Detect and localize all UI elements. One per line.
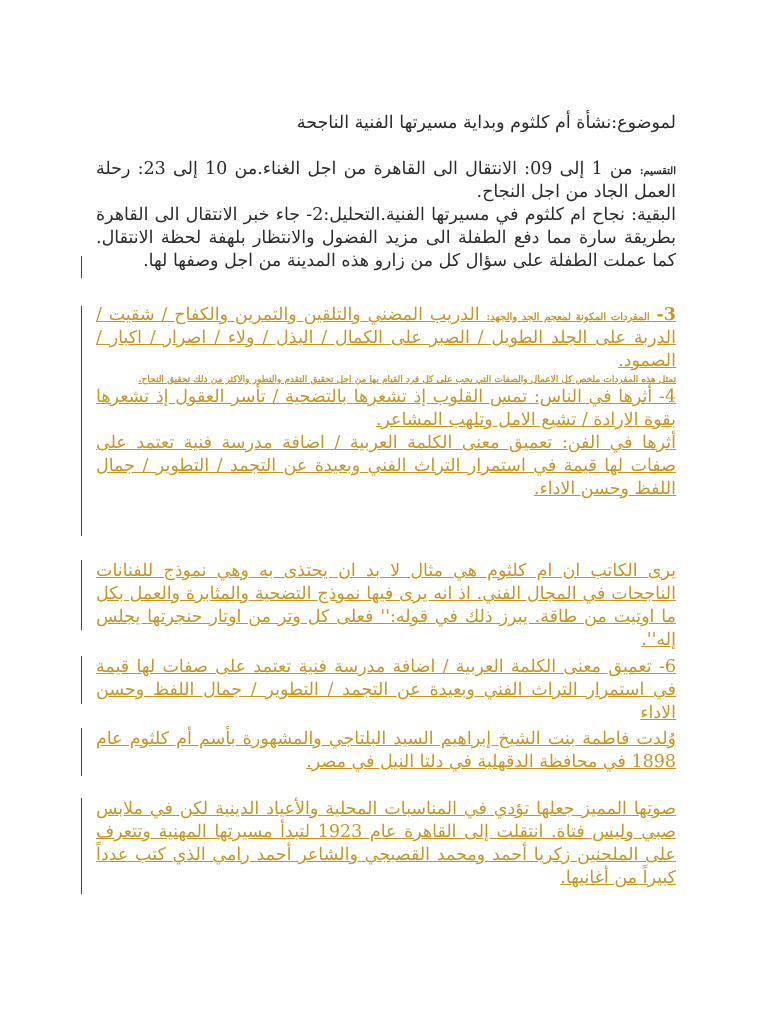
effects-art: أثرها في الفن: تعميق معنى الكلمة العربية / اضافة مدرسة فنية تعتمد على صفات لها قيمة في استمرار التراث الفني وبعيدة عن التجمد / التطوير / جمال اللفظ وحسن الاداء. [96,433,676,499]
point-6-section [96,656,676,725]
vocab-paragraph [96,304,676,373]
vocab-note: تمثل هذه المفردات ملخص كل الاعمال والصفات التي يجب على كل فرد القيام بها من اجل تحقيق التقدم والتطور والاكثر من ذلك تحقيق النجاح. [138,375,676,385]
change-bar [81,798,82,894]
voice-text: صوتها المميز جعلها تؤدي في المناسبات المحلية والأعياد الدينية لكن في ملابس صبي وليس فتاة. انتقلت إلى القاهرة عام 1923 لتبدأ مسيرتها المهنية وتتعرف على الملحنين زكريا أحمد ومحمد القصبجي والشاعر أحمد رامي الذي كتب عدداً كبيراً من أغانيها. [96,799,677,888]
birth-text: وُلدت فاطمة بنت الشيخ إبراهيم السيد البلتاجي والمشهورة بأسم أم كلثوم عام 1898 في محافظة الدقهلية في دلتا النيل في مصر. [96,729,676,772]
vocab-number: 3- [656,305,676,325]
writer-view-text: يرى الكاتب ان ام كلثوم هي مثال لا بد ان يحتذى به وهي نموذج للفنانات الناجحات في المجال الفني. اذ انه يرى فيها نموذج التضحية والمثابرة والعمل بكل ما اوتيت من طاقة. يبرز ذلك في قوله:'' فعلى كل وتر من اوتار حنجرتها يجلس إله''. [96,561,676,650]
writer-view-section [96,560,676,652]
division-paragraph [96,158,676,204]
change-bar [81,728,82,776]
analysis-section [96,158,676,273]
division-label: التقسيم: [639,166,676,177]
vocab-text: الدريب المضني والتلقين والتمرين والكفاح / شقيت / الدربة على الجلد الطويل / الصبر على الكمال / البذل / ولاء / اصرار / اكبار / الصمود. [96,305,676,371]
change-bar [81,560,82,630]
page-title [96,112,676,135]
title-text: لموضوع:نشأة أم كلثوم وبداية مسيرتها الفنية الناجحة [296,113,676,133]
effects-people: 4- أثرها في الناس: تمس القلوب إذ تشعرها بالتضحية / تأسر العقول إذ تشعرها بقوة الارادة / تشيع الامل وتلهب المشاعر. [96,387,676,430]
birth-section [96,728,676,774]
vocabulary-section [96,304,676,501]
change-bar [81,256,82,278]
point-6-text: 6- تعميق معنى الكلمة العربية / اضافة مدرسة فنية تعتمد على صفات لها قيمة في استمرار التراث الفني وبعيدة عن التجمد / التطوير / جمال اللفظ وحسن الاداء [96,657,676,723]
change-bar [81,656,82,704]
vocab-label: المفردات المكونة لمعجم الجد والجهد: [486,312,650,323]
remainder-paragraph: البقية: نجاح ام كلثوم في مسيرتها الفنية.التحليل:2- جاء خبر الانتقال الى القاهرة بطريقة سارة مما دفع الطفلة الى مزيد الفضول والانتظار بلهفة لحظة الانتقال. كما عملت الطفلة على سؤال كل من زارو هذه المدينة من اجل وصفها لها. [96,205,676,271]
voice-section [96,798,676,890]
division-text: من 1 إلى 09: الانتقال الى القاهرة من اجل الغناء.من 10 إلى 23: رحلة العمل الجاد من اجل النجاح. [96,159,676,202]
change-bar [81,306,82,536]
